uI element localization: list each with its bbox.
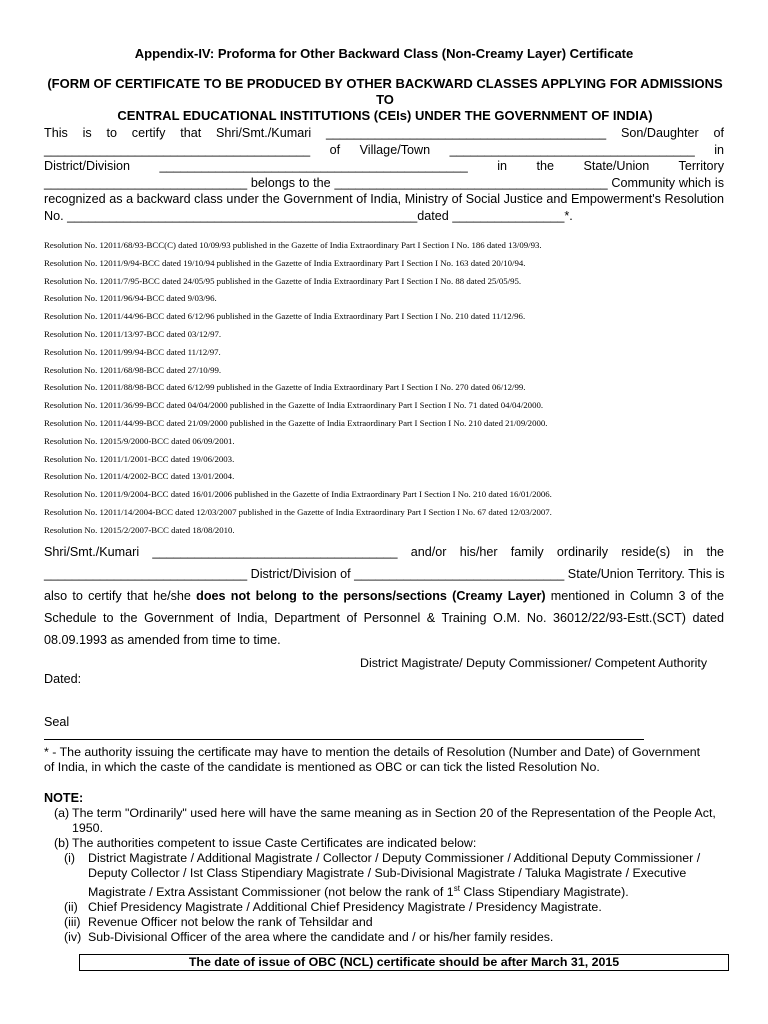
authority-item-ii [44,900,734,915]
note-item-b [44,836,734,851]
authority-i-line-3 [88,881,734,900]
reside-line: Shri/Smt./Kumari ___________________________________ and/or his/her family ordinarily reside(s) in the [44,545,724,559]
resolution-list [44,237,734,540]
resolution-item: Resolution No. 12011/1/2001-BCC dated 19/06/2003. [44,453,235,464]
authority-iii-text: Revenue Officer not below the rank of Tehsildar and [88,915,373,930]
resolution-item: Resolution No. 12015/9/2000-BCC dated 06/09/2001. [44,435,235,446]
certify-paragraph [44,125,724,224]
authority-item-i [44,851,734,900]
note-heading: NOTE: [44,791,84,805]
authority-item-iii [44,915,734,930]
footnote-line-1: * - The authority issuing the certificate may have to mention the details of Resolution (Number and Date) of Government [44,745,701,759]
footnote [44,745,724,775]
note-item-a [44,806,734,836]
resolution-item: Resolution No. 12011/44/99-BCC dated 21/09/2000 published in the Gazette of India Extraordinary Part I Section I No. 210 dated 21/09/2000. [44,417,548,428]
resolution-item: Resolution No. 12011/13/97-BCC dated 03/12/97. [44,328,222,339]
issue-date-notice-box: The date of issue of OBC (NCL) certificate should be after March 31, 2015 [79,954,729,971]
divider-line [44,739,644,740]
authority-label: (ii) [64,900,78,915]
resolution-item: Resolution No. 12011/68/93-BCC(C) dated 10/09/93 published in the Gazette of India Extraordinary Part I Section I No. 186 dated 13/09/93. [44,240,542,250]
certify-line: This is to certify that Shri/Smt./Kumari ________________________________________ Son/Daughter of [44,126,724,140]
amended-line: 08.09.1993 as amended from time to time. [44,633,281,647]
creamy-pre: also to certify that he/she [44,589,197,603]
reside-line: _____________________________ District/Division of ______________________________ State/Union Territory. This is [44,567,725,581]
resolution-item: Resolution No. 12011/99/94-BCC dated 11/12/97. [44,346,221,357]
resolution-item: Resolution No. 12015/2/2007-BCC dated 18/08/2010. [44,524,235,535]
document-title: Appendix-IV: Proforma for Other Backward Class (Non-Creamy Layer) Certificate [134,46,634,61]
resolution-item: Resolution No. 12011/88/98-BCC dated 6/12/99 published in the Gazette of India Extraordinary Part I Section I No. 270 dated 06/12/99. [44,382,526,393]
authority-iv-text: Sub-Divisional Officer of the area where the candidate and / or his/her family resides. [88,930,554,945]
authority-label: (iv) [64,930,82,945]
certify-line: ______________________________________ of Village/Town ___________________________________ in [44,142,724,157]
note-label: (b) [54,836,70,850]
note-list [44,806,734,945]
authority-label: (i) [64,851,76,865]
resolution-item: Resolution No. 12011/36/99-BCC dated 04/04/2000 published in the Gazette of India Extraordinary Part I Section I No. 71 dated 04/04/2000. [44,400,544,411]
resolution-item: Resolution No. 12011/14/2004-BCC dated 12/03/2007 published in the Gazette of India Extraordinary Part I Section I No. 67 dated 12/03/2007. [44,506,552,517]
subtitle-line-2: CENTRAL EDUCATIONAL INSTITUTIONS (CEIs) UNDER THE GOVERNMENT OF INDIA) [117,108,653,123]
schedule-line: Schedule to the Government of India, Department of Personnel & Training O.M. No. 36012/22/93-Estt.(SCT) dated [44,611,724,625]
creamy-layer-bold: does not belong to the persons/sections (Creamy Layer) [196,589,546,603]
resolution-item: Resolution No. 12011/44/96-BCC dated 6/12/96 published in the Gazette of India Extraordinary Part I Section I No. 210 dated 11/12/96. [44,311,526,322]
resolution-item: Resolution No. 12011/9/2004-BCC dated 16/01/2006 published in the Gazette of India Extraordinary Part I Section I No. 210 dated 16/01/2006. [44,489,552,500]
certify-line: recognized as a backward class under the Government of India, Ministry of Social Justice and Empowerment's Resolution [44,192,724,206]
reside-paragraph [44,541,724,651]
resolution-item: Resolution No. 12011/7/95-BCC dated 24/05/95 published in the Gazette of India Extraordinary Part I Section I No. 88 dated 25/05/95. [44,275,522,286]
resolution-item: Resolution No. 12011/96/94-BCC dated 9/03/96. [44,293,217,304]
note-a-line-1: The term "Ordinarily" used here will have the same meaning as in Section 20 of the Representation of the People Act, [72,806,716,820]
authority-i-line-1: District Magistrate / Additional Magistrate / Collector / Deputy Commissioner / Additional Deputy Commissioner / [88,851,701,865]
authority-item-iv [44,930,734,945]
authority-i-line-2: Deputy Collector / Ist Class Stipendiary Magistrate / Sub-Divisional Magistrate / Taluka Magistrate / Executive [88,866,687,880]
note-b-text: The authorities competent to issue Caste Certificates are indicated below: [72,836,477,850]
certify-line: No. __________________________________________________dated ________________*. [44,208,573,223]
creamy-post: mentioned in Column 3 of the [545,589,724,603]
authority-i-line-3-end: Class Stipendiary Magistrate). [459,885,629,900]
seal-label: Seal [44,715,70,729]
footnote-line-2: of India, in which the caste of the candidate is mentioned as OBC or can tick the listed Resolution No. [44,760,600,774]
subtitle-line-1: (FORM OF CERTIFICATE TO BE PRODUCED BY OTHER BACKWARD CLASSES APPLYING FOR ADMISSIONS TO [47,76,723,107]
document-subtitle [40,76,730,124]
dated-label: Dated: [44,672,82,686]
note-label: (a) [54,806,70,820]
creamy-line [44,585,724,607]
ordinal-superscript: st [453,884,460,893]
authority-i-line-3-text: Magistrate / Extra Assistant Commissioner (not below the rank of 1 [88,885,454,900]
signatory-label: District Magistrate/ Deputy Commissioner/ Competent Authority [360,656,708,670]
certify-line: _____________________________ belongs to the _______________________________________ Community which is [44,175,724,190]
resolution-item: Resolution No. 12011/9/94-BCC dated 19/10/94 published in the Gazette of India Extraordinary Part I Section I No. 163 dated 20/10/94. [44,257,526,268]
resolution-item: Resolution No. 12011/68/98-BCC dated 27/10/99. [44,364,222,375]
certify-line: District/Division ____________________________________________ in the State/Union Territory [44,159,724,173]
authority-label: (iii) [64,915,81,930]
note-a-line-2: 1950. [72,821,104,835]
authority-ii-text: Chief Presidency Magistrate / Additional Chief Presidency Magistrate / Presidency Magistrate. [88,900,602,915]
resolution-item: Resolution No. 12011/4/2002-BCC dated 13/01/2004. [44,471,235,482]
